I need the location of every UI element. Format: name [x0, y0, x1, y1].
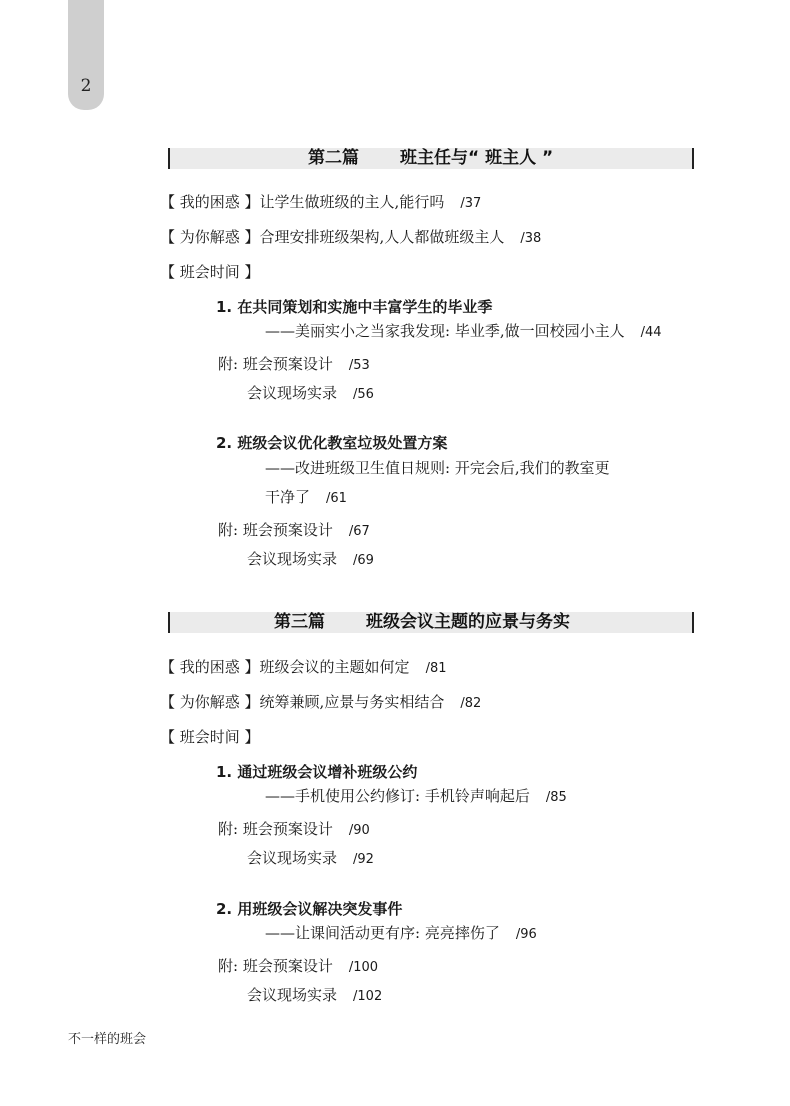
entry-page: /61: [326, 491, 347, 506]
entry-page: /92: [353, 852, 374, 867]
section-title: 班级会议主题的应景与务实: [366, 612, 570, 632]
appendix-label: 附:: [218, 355, 239, 373]
entry-text: 让学生做班级的主人,能行吗: [259, 193, 445, 211]
entry-page: /100: [348, 960, 379, 975]
section-header: [168, 148, 694, 169]
page-number: 2: [80, 76, 92, 96]
toc-entry-title[interactable]: 1. 在共同策划和实施中丰富学生的毕业季: [216, 298, 493, 316]
entry-page: /69: [353, 553, 374, 568]
toc-entry-subtitle[interactable]: ——改进班级卫生值日规则: 开完会后,我们的教室更: [265, 459, 610, 477]
subtitle-text: ——手机使用公约修订: 手机铃声响起后: [265, 787, 530, 805]
toc-entry-subtitle-cont[interactable]: [265, 487, 347, 509]
entry-page: /85: [545, 790, 567, 805]
toc-entry-puzzle[interactable]: [160, 657, 446, 679]
appendix-label: 附:: [218, 820, 239, 838]
entry-page: /44: [640, 325, 662, 340]
section-number: 第二篇: [308, 148, 359, 168]
toc-entry-answer[interactable]: [160, 227, 541, 249]
toc-entry-subtitle[interactable]: [265, 923, 537, 945]
toc-entry-answer[interactable]: [160, 692, 481, 714]
toc-entry-design[interactable]: [218, 520, 370, 542]
section-header: [168, 612, 694, 633]
subtitle-text: ——让课间活动更有序: 亮亮摔伤了: [265, 924, 500, 942]
toc-entry-title[interactable]: 1. 通过班级会议增补班级公约: [216, 763, 418, 781]
entry-page: /82: [460, 696, 482, 711]
entry-page: /90: [348, 823, 370, 838]
toc-entry-record[interactable]: [247, 549, 374, 571]
design-label: 班会预案设计: [242, 521, 333, 539]
toc-entry-title[interactable]: 2. 班级会议优化教室垃圾处置方案: [216, 434, 448, 452]
toc-entry-puzzle[interactable]: [160, 192, 481, 214]
entry-page: /67: [348, 524, 370, 539]
design-label: 班会预案设计: [242, 957, 333, 975]
meeting-time-label: 【 班会时间 】: [160, 263, 260, 281]
entry-label: 【 为你解惑 】: [160, 228, 260, 246]
toc-entry-design[interactable]: [218, 354, 370, 376]
entry-text: 班级会议的主题如何定: [259, 658, 410, 676]
record-label: 会议现场实录: [247, 986, 338, 1004]
appendix-label: 附:: [218, 521, 239, 539]
design-label: 班会预案设计: [242, 820, 333, 838]
entry-label: 【 我的困惑 】: [160, 658, 260, 676]
book-title-footer: 不一样的班会: [68, 1032, 147, 1047]
entry-page: /56: [353, 387, 374, 402]
toc-entry-record[interactable]: [247, 848, 374, 870]
entry-page: /53: [348, 358, 370, 373]
section-number: 第三篇: [274, 612, 325, 632]
toc-entry-record[interactable]: [247, 383, 374, 405]
toc-entry-subtitle[interactable]: [265, 786, 567, 808]
entry-page: /37: [460, 196, 482, 211]
subtitle-text: ——美丽实小之当家我发现: 毕业季,做一回校园小主人: [265, 322, 625, 340]
entry-page: /38: [520, 231, 542, 246]
section-title: 班主任与“ 班主人 ”: [400, 148, 554, 168]
page-number-tab: [68, 0, 104, 110]
record-label: 会议现场实录: [247, 849, 338, 867]
design-label: 班会预案设计: [242, 355, 333, 373]
toc-entry-title[interactable]: 2. 用班级会议解决突发事件: [216, 900, 403, 918]
toc-entry-design[interactable]: [218, 819, 370, 841]
entry-page: /81: [425, 661, 447, 676]
record-label: 会议现场实录: [247, 384, 338, 402]
entry-page: /102: [353, 989, 383, 1004]
record-label: 会议现场实录: [247, 550, 338, 568]
toc-entry-design[interactable]: [218, 956, 378, 978]
entry-label: 【 为你解惑 】: [160, 693, 260, 711]
meeting-time-label: 【 班会时间 】: [160, 728, 260, 746]
entry-text: 统筹兼顾,应景与务实相结合: [259, 693, 445, 711]
entry-text: 合理安排班级架构,人人都做班级主人: [259, 228, 505, 246]
entry-label: 【 我的困惑 】: [160, 193, 260, 211]
entry-page: /96: [515, 927, 537, 942]
toc-entry-record[interactable]: [247, 985, 382, 1007]
subtitle-text: 干净了: [265, 488, 311, 506]
toc-entry-subtitle[interactable]: [265, 321, 662, 343]
appendix-label: 附:: [218, 957, 239, 975]
